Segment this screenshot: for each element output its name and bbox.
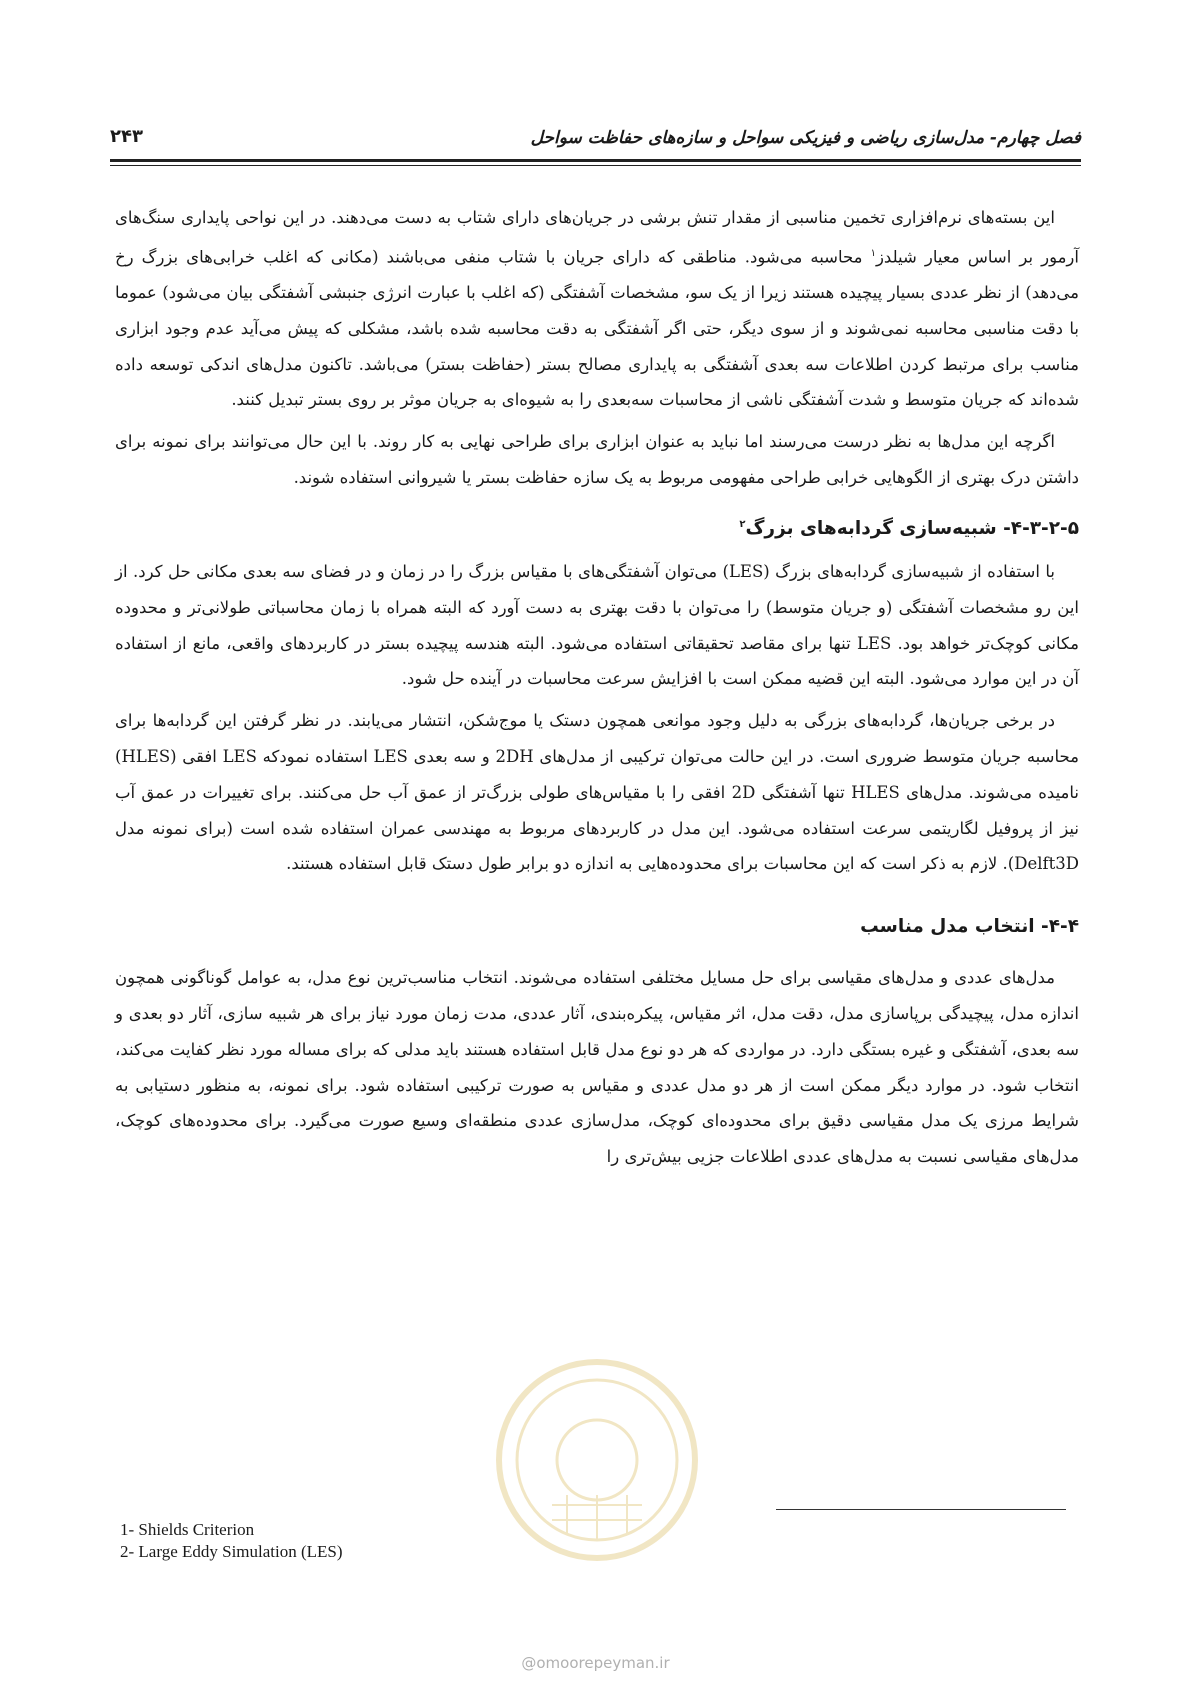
header-rule-thin bbox=[110, 165, 1081, 166]
page-header bbox=[110, 118, 1081, 158]
page-body bbox=[115, 200, 1079, 1181]
paragraph-text: محاسبه می‌شود. مناطقی که دارای جریان با شتاب منفی می‌باشند (مکانی که اغلب خرابی‌های بزرگ رخ می‌دهد) از نظر عددی بسیار پیچیده هستند زیرا از یک سو، مشخصات آشفتگی (که اغلب با عبارت انرژی جنبشی آشفتگی بیان می‌شود) عموما با دقت مناسبی محاسبه نمی‌شوند و از سوی دیگر، حتی اگر آشفتگی به دقت محاسبه شده باشد، مشکلی که پیش می‌آید عدم وجود ابزاری مناسب برای مرتبط کردن اطلاعات سه بعدی آشفتگی به پایداری مصالح بستر (حفاظت بستر) می‌باشد. تاکنون مدل‌های اندکی توسعه داده شده‌اند که جریان متوسط و شدت آشفتگی ناشی از محاسبات سه‌بعدی را به شیوه‌ای به جریان موثر بر روی بستر تبدیل کنند. bbox=[115, 247, 1079, 410]
footnote: 2- Large Eddy Simulation (LES) bbox=[120, 1542, 343, 1561]
footnote-rule bbox=[776, 1509, 1066, 1510]
watermark-seal-icon bbox=[492, 1355, 702, 1565]
paragraph: اگرچه این مدل‌ها به نظر درست می‌رسند اما نباید به عنوان ابزاری برای طراحی نهایی به کار روند. با این حال می‌توانند برای نمونه برای داشتن درک بهتری از الگوهایی خرابی طراحی مفهومی مربوط به یک سازه حفاظت بستر یا شیروانی استفاده شوند. bbox=[115, 432, 1079, 488]
chapter-title: فصل چهارم- مدل‌سازی ریاضی و فیزیکی سواحل و سازه‌های حفاظت سواحل bbox=[530, 128, 1081, 148]
paragraph: در برخی جریان‌ها، گردابه‌های بزرگی به دلیل وجود موانعی همچون دستک یا موج‌شکن، انتشار می‌یابند. در نظر گرفتن این گردابه‌ها برای محاسبه جریان متوسط ضروری است. در این حالت می‌توان ترکیبی از مدل‌های 2DH و سه بعدی LES استفاده نمودکه LES افقی (HLES) نامیده می‌شوند. مدل‌های HLES تنها آشفتگی 2D افقی را با مقیاس‌های طولی بزرگ‌تر از عمق آب حل می‌کنند. برای تغییرات در عمق آب نیز از پروفیل لگاریتمی سرعت استفاده می‌شود. این مدل در کاربردهای مربوط به مهندسی عمران استفاده شده است (برای نمونه مدل Delft3D). لازم به ذکر است که این محاسبات برای محدوده‌هایی به اندازه دو برابر طول دستک قابل استفاده هستند. bbox=[115, 711, 1080, 874]
paragraph bbox=[115, 200, 1079, 418]
header-rule-thick bbox=[110, 159, 1081, 162]
section-heading: ۴-۴- انتخاب مدل مناسب bbox=[860, 916, 1079, 938]
watermark-text: @omoorepeyman.ir bbox=[521, 1654, 670, 1672]
section-heading bbox=[115, 510, 1079, 544]
footnote: 1- Shields Criterion bbox=[120, 1520, 255, 1539]
footnote-ref: ۱ bbox=[870, 247, 876, 259]
section-heading-text: ۴-۳-۲-۵- شبیه‌سازی گردابه‌های بزرگ bbox=[745, 518, 1079, 540]
paragraph: با استفاده از شبیه‌سازی گردابه‌های بزرگ (LES) می‌توان آشفتگی‌های با مقیاس بزرگ را در زمان و در فضای سه بعدی مکانی حل کرد. از این رو مشخصات آشفتگی (و جریان متوسط) را می‌توان با دقت بهتری به دست آورد که البته همراه با زمان محاسباتی طولانی‌تر و محدوده مکانی کوچک‌تر خواهد بود. LES تنها برای مقاصد تحقیقاتی استفاده می‌شود. البته هندسه پیچیده بستر در کاربردهای واقعی، مانع از استفاده آن در این موارد می‌شود. البته این قضیه ممکن است با افزایش سرعت محاسبات در آینده حل شود. bbox=[115, 562, 1079, 689]
footnotes bbox=[120, 1519, 343, 1563]
page-number: ۲۴۳ bbox=[110, 126, 143, 147]
paragraph: مدل‌های عددی و مدل‌های مقیاسی برای حل مسایل مختلفی استفاده می‌شوند. انتخاب مناسب‌ترین نوع مدل، به عوامل گوناگونی همچون اندازه مدل، پیچیدگی برپاسازی مدل، دقت مدل، اثر مقیاس، پیکره‌بندی، آثار عددی، مدت زمان مورد نیاز برای هر شبیه سازی، آثار دو بعدی و سه بعدی، آشفتگی و غیره بستگی دارد. در مواردی که هر دو نوع مدل قابل استفاده هستند باید مدلی که برای مساله مورد نظر کفایت می‌کند، انتخاب شود. در موارد دیگر ممکن است از هر دو مدل عددی و مقیاس به صورت ترکیبی استفاده شود. برای نمونه، به منظور دستیابی به شرایط مرزی یک مدل مقیاسی دقیق برای محدوده‌ای کوچک، مدل‌سازی عددی منطقه‌ای وسیع صورت می‌گیرد. برای محدوده‌های کوچک، مدل‌های مقیاسی نسبت به مدل‌های عددی اطلاعات جزیی بیش‌تری را bbox=[115, 968, 1079, 1167]
paragraph-text: این بسته‌های نرم‌افزاری تخمین مناسبی از مقدار تنش برشی در جریان‌های دارای شتاب به دست می‌دهند. در این نواحی پایداری سنگ‌های آرمور بر اساس معیار شیلدز bbox=[115, 208, 1079, 267]
footnote-ref: ۲ bbox=[739, 518, 746, 530]
